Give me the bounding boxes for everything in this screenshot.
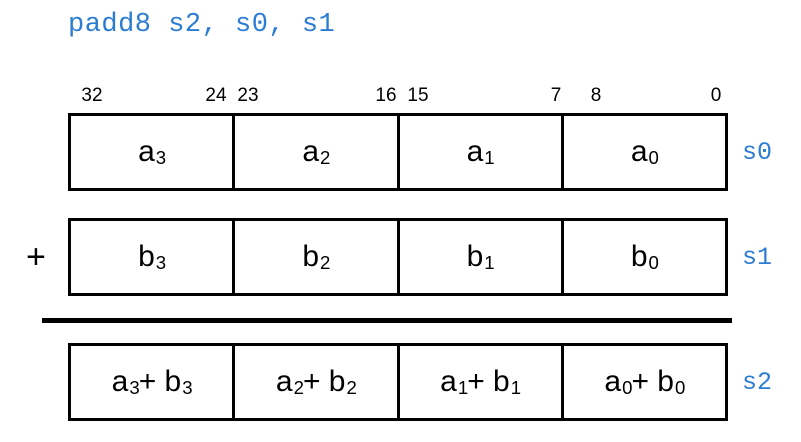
bit-label: 15: [407, 85, 429, 106]
bit-label: 23: [237, 85, 259, 106]
bit-label: 0: [710, 85, 722, 106]
byte-cell: a $_1$: [400, 116, 564, 188]
byte-cell: a $_2$ + b $_2$: [235, 346, 399, 418]
sum-rule-line: [42, 318, 732, 323]
byte-cell: b $_3$: [71, 221, 235, 293]
byte-cell: a $_2$: [235, 116, 399, 188]
result-row: [68, 343, 728, 421]
byte-cell: a $_0$ + b $_0$: [604, 365, 686, 398]
bit-label: 7: [550, 85, 562, 106]
bit-label: 32: [81, 85, 103, 106]
byte-cell: b $_0$: [630, 240, 659, 273]
register-label-s1: s1: [742, 243, 773, 272]
byte-cell: a $_3$: [71, 116, 235, 188]
bit-label: 24: [205, 85, 227, 106]
byte-cell: b $_1$: [400, 221, 564, 293]
operand-a-row: [68, 113, 728, 191]
bit-index-ruler: [68, 85, 728, 107]
byte-cell: a $_3$ + b $_3$: [71, 346, 235, 418]
instruction-text: padd8 s2, s0, s1: [68, 10, 336, 40]
byte-cell: a $_1$ + b $_1$: [400, 346, 564, 418]
plus-operator: +: [26, 238, 46, 276]
byte-cell: a $_0$: [630, 135, 659, 168]
operand-b-row: [68, 218, 728, 296]
register-label-s0: s0: [742, 138, 773, 167]
bit-label: 8: [590, 85, 602, 106]
byte-cell: b $_2$: [235, 221, 399, 293]
bit-label: 16: [375, 85, 397, 106]
register-label-s2: s2: [742, 368, 773, 397]
